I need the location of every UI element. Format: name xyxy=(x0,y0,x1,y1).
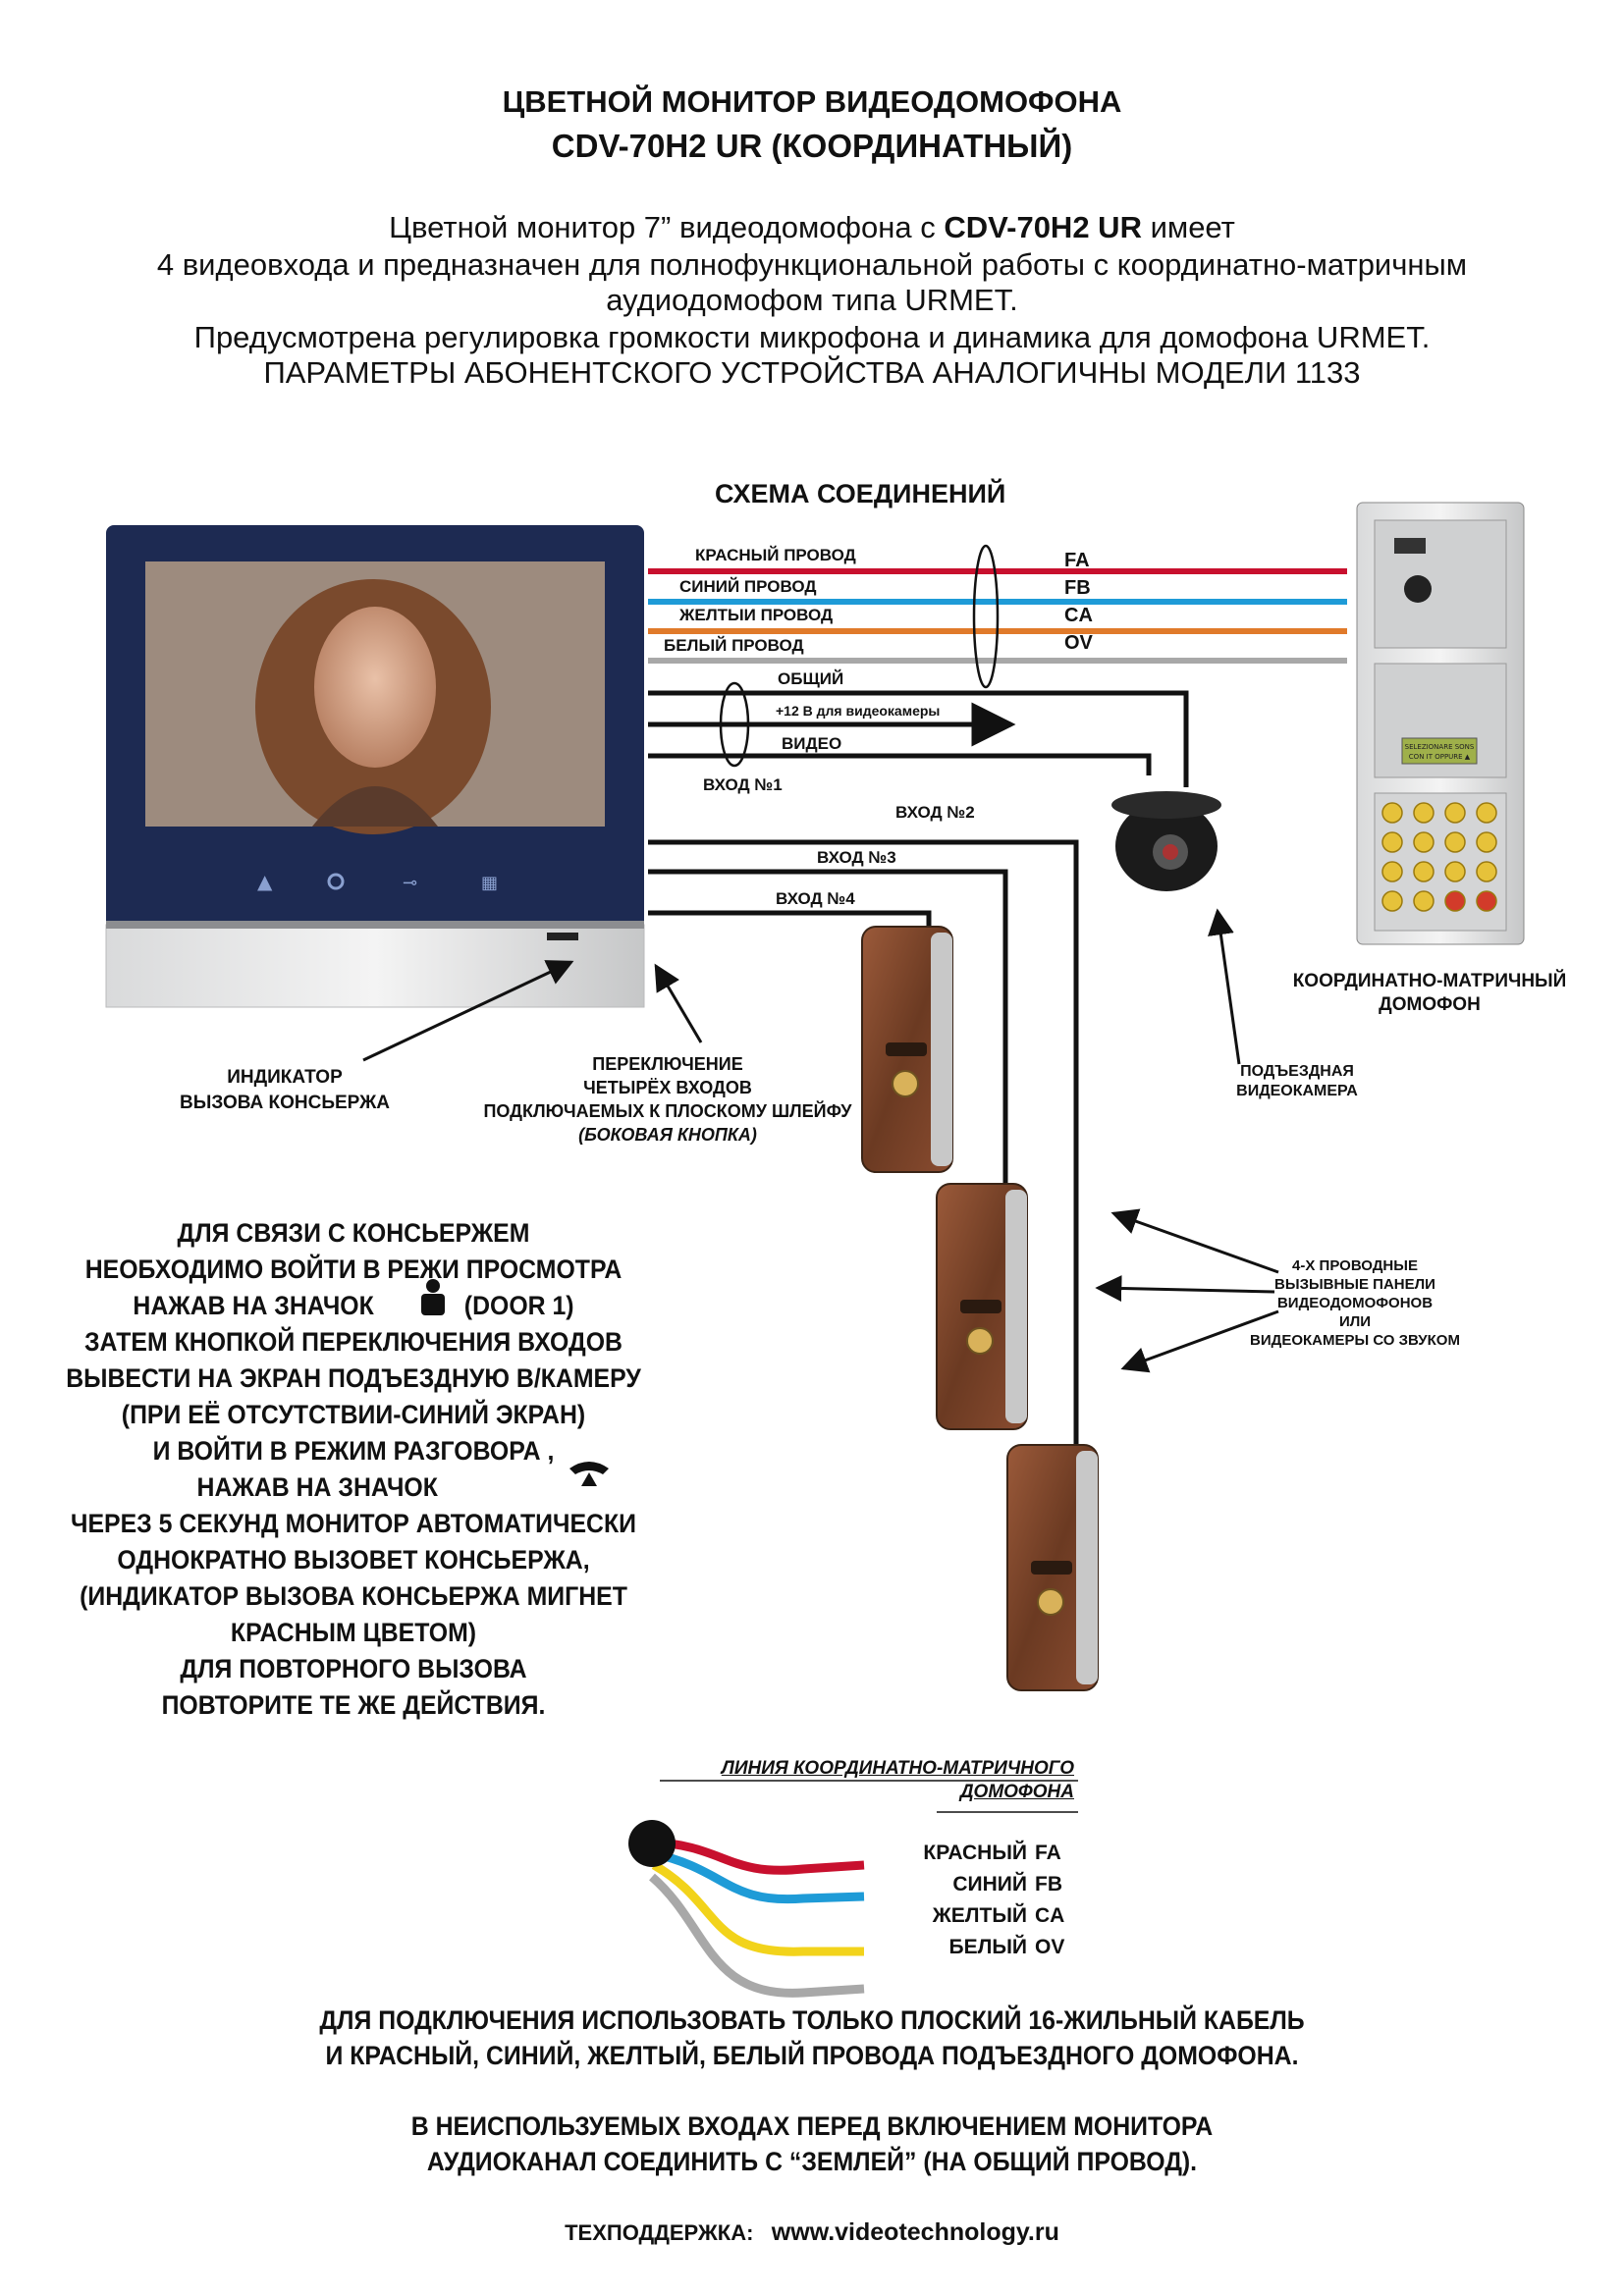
intro-line-2: 4 видеовхода и предназначен для полнофункциональной работы с координатно-матричным xyxy=(156,247,1468,282)
call-panels xyxy=(862,927,1098,1690)
wire-code-fa: FA xyxy=(1064,550,1090,571)
input-1-label: ВХОД №1 xyxy=(703,775,783,794)
keypad-button xyxy=(1414,803,1434,823)
wire-label-red: КРАСНЫЙ ПРОВОД xyxy=(695,546,856,564)
intro-line-4: Предусмотрена регулировка громкости микрофона и динамика для домофона URMET. xyxy=(193,320,1431,354)
keypad-button xyxy=(1414,891,1434,911)
wire-code-fb: FB xyxy=(1064,577,1091,599)
footer-line-1: ДЛЯ ПОДКЛЮЧЕНИЯ ИСПОЛЬЗОВАТЬ ТОЛЬКО ПЛОСКИЙ 16-ЖИЛЬНЫЙ КАБЕЛЬ xyxy=(319,2005,1305,2035)
keypad-button xyxy=(1477,891,1496,911)
panels-caption: 4-Х ПРОВОДНЫЕ ВЫЗЫВНЫЕ ПАНЕЛИ ВИДЕОДОМОФОНОВ ИЛИ ВИДЕОКАМЕРЫ СО ЗВУКОМ xyxy=(1250,1257,1460,1349)
wire-code-ov: OV xyxy=(1064,632,1093,654)
keypad-button xyxy=(1477,832,1496,852)
title-line-1: ЦВЕТНОЙ МОНИТОР ВИДЕОДОМОФОНА xyxy=(502,84,1122,119)
monitor-image xyxy=(106,525,644,1007)
legend-row-white: БЕЛЫЙ OV xyxy=(948,1936,1065,1958)
wire-label-power: +12 В для видеокамеры xyxy=(776,703,941,719)
schema-title: СХЕМА СОЕДИНЕНИЙ xyxy=(715,479,1006,508)
dome-camera-image xyxy=(1111,791,1221,891)
svg-text:▲: ▲ xyxy=(257,870,273,893)
wire-label-white: БЕЛЫЙ ПРОВОД xyxy=(664,636,804,655)
keypad-button xyxy=(1382,891,1402,911)
intro-line-1: Цветной монитор 7” видеодомофона с CDV-70H2 UR имеет xyxy=(389,210,1235,244)
intercom-panel-image xyxy=(1357,503,1524,944)
keypad-button xyxy=(1382,832,1402,852)
intercom-lcd-line-2: CON IT OPPURE ▲ xyxy=(1408,753,1471,761)
footer-line-2: И КРАСНЫЙ, СИНИЙ, ЖЕЛТЫЙ, БЕЛЫЙ ПРОВОДА ПОДЪЕЗДНОГО ДОМОФОНА. xyxy=(325,2041,1299,2070)
legend-row-yellow: ЖЕЛТЫЙ CA xyxy=(932,1904,1065,1927)
intercom-caption: КООРДИНАТНО-МАТРИЧНЫЙ ДОМОФОН xyxy=(1292,971,1567,1015)
wire-label-video: ВИДЕО xyxy=(782,734,842,753)
input-4-label: ВХОД №4 xyxy=(776,889,855,908)
keypad-button xyxy=(1445,891,1465,911)
keypad-button xyxy=(1445,862,1465,881)
keypad-button xyxy=(1414,862,1434,881)
call-panel xyxy=(937,1184,1027,1429)
call-panel xyxy=(1007,1445,1098,1690)
input-3-label: ВХОД №3 xyxy=(817,848,896,867)
keypad-button xyxy=(1445,803,1465,823)
wire-label-blue: СИНИЙ ПРОВОД xyxy=(679,577,817,596)
footer-line-4: АУДИОКАНАЛ СОЕДИНИТЬ С “ЗЕМЛЕЙ” (НА ОБЩИЙ ПРОВОД). xyxy=(426,2147,1198,2176)
keypad-button xyxy=(1445,832,1465,852)
support-line: ТЕХПОДДЕРЖКА: www.videotechnology.ru xyxy=(565,2218,1059,2246)
camera-caption: ПОДЪЕЗДНАЯ ВИДЕОКАМЕРА xyxy=(1236,1063,1358,1099)
footer-line-3: В НЕИСПОЛЬЗУЕМЫХ ВХОДАХ ПЕРЕД ВКЛЮЧЕНИЕМ МОНИТОРА xyxy=(410,2111,1214,2141)
support-link[interactable]: www.videotechnology.ru xyxy=(771,2218,1059,2246)
wire-code-ca: CA xyxy=(1064,605,1093,626)
indicator-caption: ИНДИКАТОР ВЫЗОВА КОНСЬЕРЖА xyxy=(180,1067,390,1113)
intro-line-3: аудиодомофом типа URMET. xyxy=(606,283,1018,317)
keypad-button xyxy=(1382,803,1402,823)
svg-text:▦: ▦ xyxy=(481,873,499,893)
legend-title: ЛИНИЯ КООРДИНАТНО-МАТРИЧНОГО ДОМОФОНА xyxy=(721,1758,1074,1802)
intercom-lcd-line-1: SELEZIONARE SONS xyxy=(1404,743,1475,751)
keypad-button xyxy=(1477,803,1496,823)
title-line-2: CDV-70H2 UR (КООРДИНАТНЫЙ) xyxy=(551,128,1073,164)
concierge-instructions: ДЛЯ СВЯЗИ С КОНСЬЕРЖЕМ НЕОБХОДИМО ВОЙТИ В РЕЖИ ПРОСМОТРА НАЖАВ НА ЗНАЧОК (DOOR 1) ЗАТЕМ КНОПКОЙ ПЕРЕКЛЮЧЕНИЯ ВХОДОВ ВЫВЕСТИ НА ЭКРАН ПОДЪЕЗДНУЮ В/КАМЕРУ (ПРИ ЕЁ ОТСУТСТВИИ-СИНИЙ ЭКРАН) И ВОЙТИ В РЕЖИМ РАЗГОВОРА , НАЖАВ НА ЗНАЧОК ЧЕРЕЗ 5 СЕКУНД МОНИТОР АВТОМАТИЧЕСКИ ОДНОКРАТНО ВЫЗОВЕТ КОНСЬЕРЖА, (ИНДИКАТОР ВЫЗОВА КОНСЬЕРЖА МИГНЕТ КРАСНЫМ ЦВЕТОМ) ДЛЯ ПОВТОРНОГО ВЫЗОВА ПОВТОРИТЕ ТЕ ЖЕ ДЕЙСТВИЯ. xyxy=(66,1218,641,1720)
legend-row-red: КРАСНЫЙ FA xyxy=(923,1842,1061,1864)
keypad-button xyxy=(1477,862,1496,881)
keypad-button xyxy=(1382,862,1402,881)
legend-row-blue: СИНИЙ FB xyxy=(952,1873,1062,1896)
svg-text:⊸: ⊸ xyxy=(403,873,418,893)
intro-line-5: ПАРАМЕТРЫ АБОНЕНТСКОГО УСТРОЙСТВА АНАЛОГИЧНЫ МОДЕЛИ 1133 xyxy=(263,355,1361,390)
keypad-button xyxy=(1414,832,1434,852)
wire-label-common: ОБЩИЙ xyxy=(778,669,844,688)
call-panel xyxy=(862,927,952,1172)
switch-caption: ПЕРЕКЛЮЧЕНИЕ ЧЕТЫРЁХ ВХОДОВ ПОДКЛЮЧАЕМЫХ К ПЛОСКОМУ ШЛЕЙФУ (БОКОВАЯ КНОПКА) xyxy=(483,1054,852,1145)
input-2-label: ВХОД №2 xyxy=(895,803,975,822)
wire-label-yellow: ЖЕЛТЫИ ПРОВОД xyxy=(679,606,834,624)
